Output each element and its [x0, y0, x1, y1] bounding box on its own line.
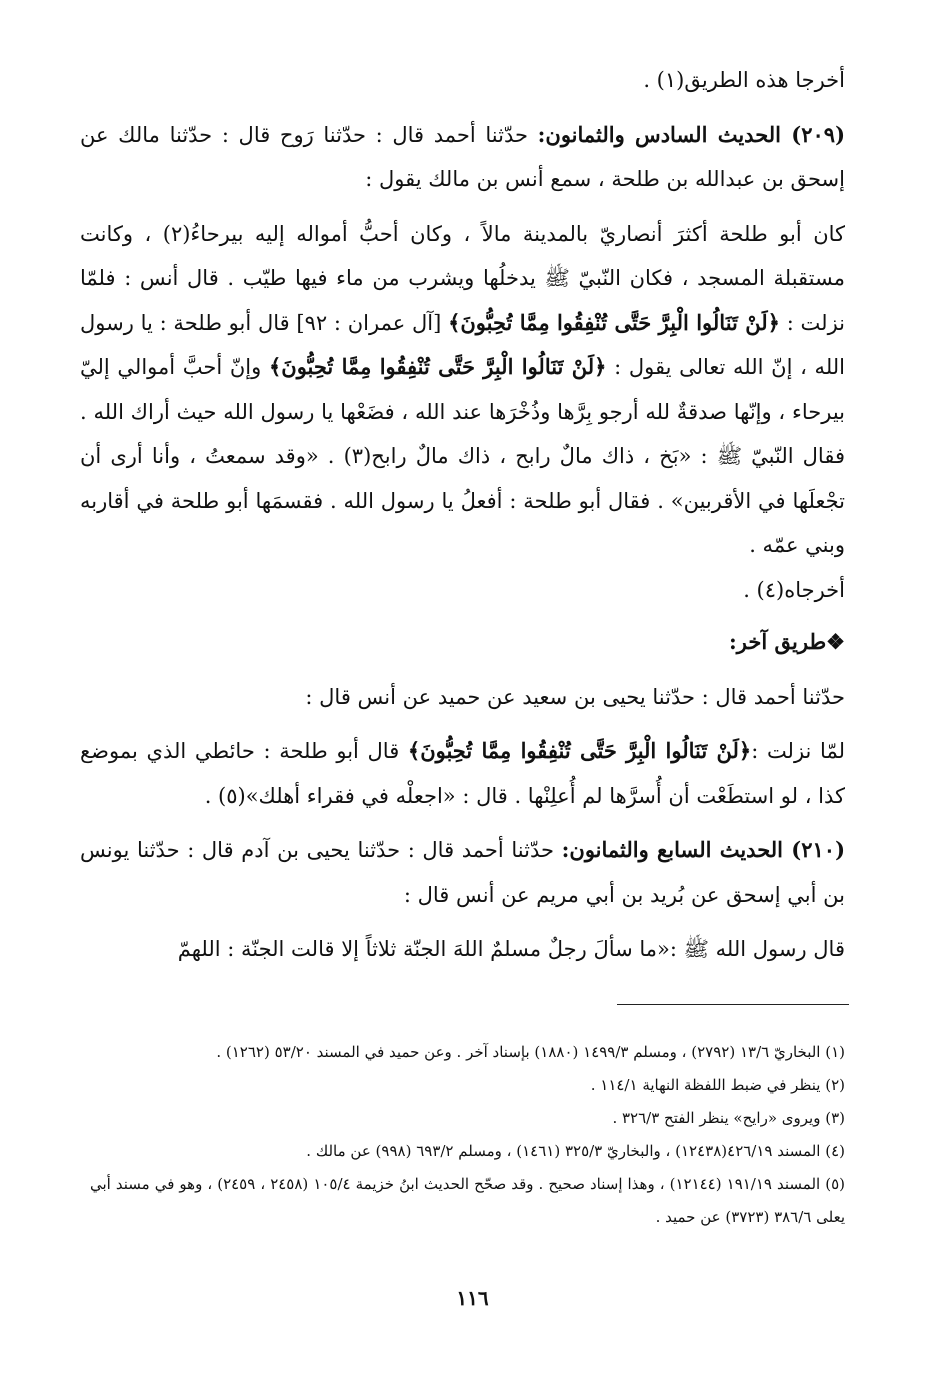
akhrajah-line: أخرجاه(٤) . [743, 577, 845, 602]
matn-part-a: كان أبو طلحة أكثرَ أنصاريّ بالمدينة مالاً ، وكان أحبُّ أمواله إليه بيرحاءُ(٢) ، وكانت مستقبلة المسجد ، فكان النّبيّ ﷺ يدخلُها ويشرب من ماء فيها طيّب . قال أنس : فلمّا نزلت : [80, 221, 846, 335]
footnote: (٤) المسند ٤٢٦/١٩(١٢٤٣٨) ، والبخاريّ ٣٢٥/٣ (١٤٦١) ، ومسلم ٦٩٣/٢ (٩٩٨) عن مالك . [306, 1142, 845, 1160]
matn-part-b: [آل عمران : ٩٢] قال أبو طلحة : يا رسول الله ، إنّ الله تعالى يقول : [80, 310, 846, 379]
hadith-210-matn: قال رسول الله ﷺ :«ما سألَ رجلٌ مسلمٌ اللهَ الجنّة ثلاثاً إلا قالت الجنّة : اللهمّ [177, 937, 845, 961]
matn-part-a: لمّا نزلت : [751, 739, 845, 763]
footnote: (٣) ويروى «رايح» ينظر الفتح ٣٢٦/٣ . [612, 1109, 845, 1127]
tariq-matn [80, 729, 845, 818]
footnote-divider [617, 1004, 849, 1005]
hadith-209 [80, 113, 845, 202]
hadith-209-heading: (٢٠٩) الحديث السادس والثمانون: [537, 121, 845, 147]
page-number: ١١٦ [456, 1286, 489, 1310]
matn-part-b: قال أبو طلحة : حائطي الذي بموضع كذا ، لو استطَعْت أن أُسرَّها لم أُعلِنْها . قال : «اجعلْه في فقراء أهلك»(٥) . [80, 739, 845, 808]
footnote: (٥) المسند ١٩١/١٩ (١٢١٤٤) ، وهذا إسناد صحيح . وقد صحّح الحديث ابنُ خزيمة ١٠٥/٤ (٢٤٥٨ ، ٢٤٥٩) ، وهو في مسند أبي يعلى ٣٨٦/٦ (٣٧٢٣) عن حميد . [90, 1175, 845, 1226]
tariq-heading: ❖طريق آخر: [729, 629, 845, 654]
quran-verse: ﴿لَنْ تَنَالُوا الْبِرَّ حَتَّى تُنْفِقُوا مِمَّا تُحِبُّونَ﴾ [268, 354, 607, 379]
matn-part-c: وإنّ أحبَّ أموالي إليّ بيرحاء ، وإنّها صدقةٌ لله أرجو بِرَّها وذُخْرَها عند الله ، فضَعْها يا رسول الله حيث أراك الله . فقال النّبيّ ﷺ : «بَخ ، ذاك مالٌ رابح ، ذاك مالٌ رابح(٣) . «وقد سمعتُ ، وأنا أرى أن تجْعلَها في الأقربين» . فقال أبو طلحة : أفعلُ يا رسول الله . فقسمَها أبو طلحة في أقاربه وبني عمّه . [80, 355, 845, 557]
hadith-210 [80, 828, 845, 917]
intro-line: أخرجا هذه الطريق(١) . [643, 68, 845, 92]
hadith-210-heading: (٢١٠) الحديث السابع والثمانون: [561, 837, 845, 862]
quran-verse: ﴿لَنْ تَنَالُوا الْبِرَّ حَتَّى تُنْفِقُوا مِمَّا تُحِبُّونَ﴾ [448, 309, 780, 335]
main-text [80, 58, 845, 972]
hadith-209-isnad: حدّثنا أحمد قال : حدّثنا رَوح قال : حدّثنا مالك عن إسحق بن عبدالله بن طلحة ، سمع أنس بن مالك يقول : [80, 122, 845, 191]
hadith-209-matn [80, 212, 845, 568]
quran-verse: ﴿لَنْ تَنَالُوا الْبِرَّ حَتَّى تُنْفِقُوا مِمَّا تُحِبُّونَ﴾ [407, 738, 752, 763]
footnote: (١) البخاريّ ١٣/٦ (٢٧٩٢) ، ومسلم ١٤٩٩/٣ (١٨٨٠) بإسناد آخر . وعن حميد في المسند ٥٣/٢٠ (١٢٦٢) . [216, 1043, 845, 1061]
footnotes [90, 1036, 845, 1234]
hadith-210-isnad: حدّثنا أحمد قال : حدّثنا يحيى بن آدم قال : حدّثنا يونس بن أبي إسحق عن بُريد بن أبي مريم عن أنس قال : [80, 838, 845, 907]
tariq-isnad: حدّثنا أحمد قال : حدّثنا يحيى بن سعيد عن حميد عن أنس قال : [305, 684, 845, 709]
footnote: (٢) ينظر في ضبط اللفظة النهاية ١١٤/١ . [590, 1076, 845, 1094]
